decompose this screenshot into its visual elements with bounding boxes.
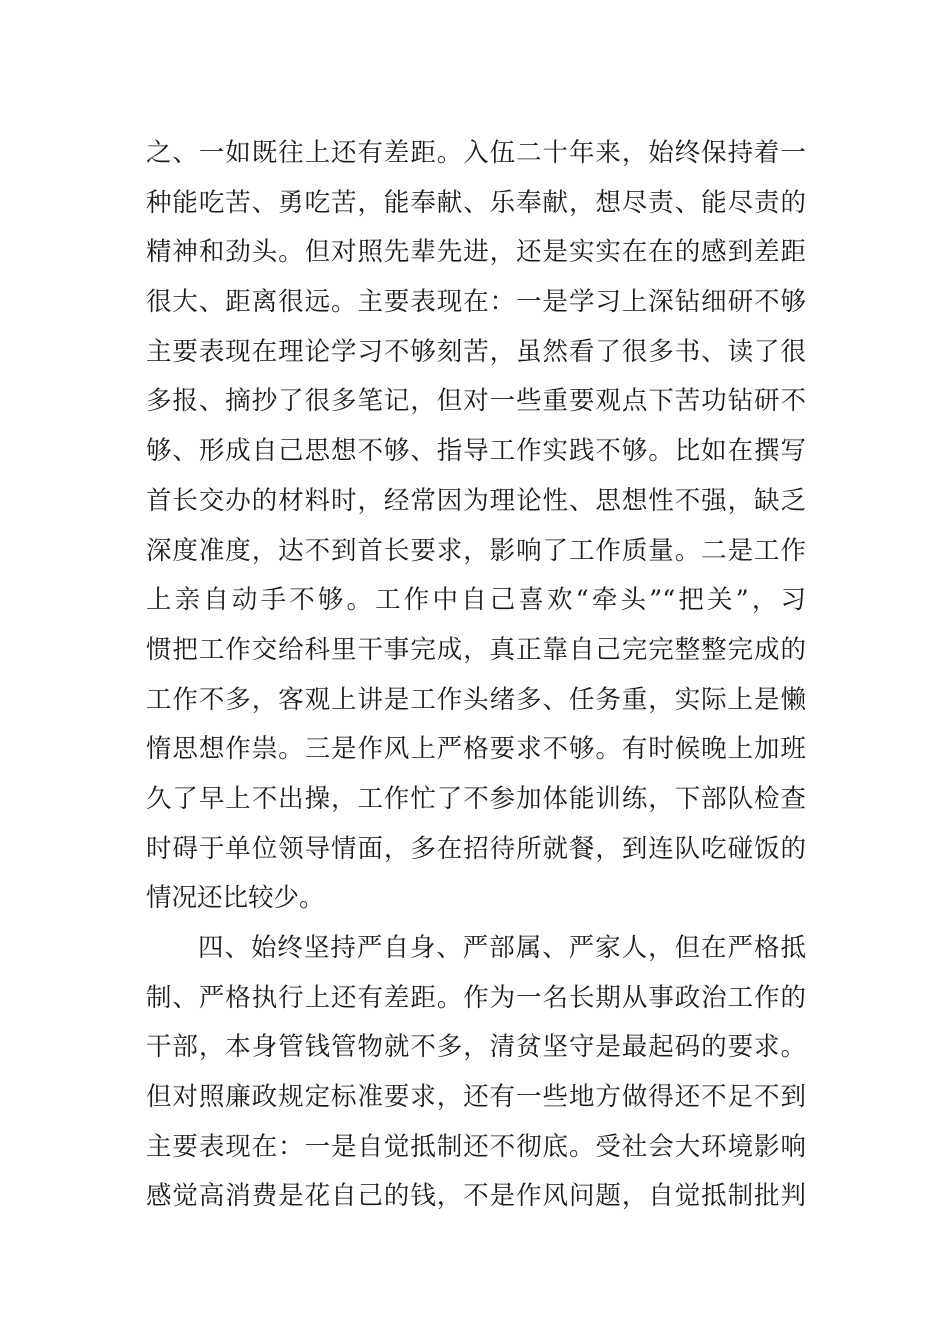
text-line: 干部，本身管钱管物就不多，清贫坚守是最起码的要求。 [146,1032,806,1063]
text-line: 深度准度，达不到首长要求，影响了工作质量。二是工作 [146,535,806,566]
text-line: 很大、距离很远。主要表现在：一是学习上深钻细研不够 [146,287,806,318]
text-line: 够、形成自己思想不够、指导工作实践不够。比如在撰写 [146,436,806,467]
text-line: 之、一如既往上还有差距。入伍二十年来，始终保持着一 [146,138,806,168]
text-line: 多报、摘抄了很多笔记，但对一些重要观点下苦功钻研不 [146,386,806,417]
text-line: 种能吃苦、勇吃苦，能奉献、乐奉献，想尽责、能尽责的 [146,187,806,218]
text-line: 制、严格执行上还有差距。作为一名长期从事政治工作的 [146,982,806,1013]
text-line: 但对照廉政规定标准要求，还有一些地方做得还不足不到 [146,1082,806,1113]
text-line: 上亲自动手不够。工作中自己喜欢“牵头”“把关”，习 [146,585,806,616]
text-line: 精神和劲头。但对照先辈先进，还是实实在在的感到差距 [146,237,806,268]
text-line: 久了早上不出操，工作忙了不参加体能训练，下部队检查 [146,783,806,814]
text-line: 四、始终坚持严自身、严部属、严家人，但在严格抵 [198,933,806,963]
text-line: 主要表现在：一是自觉抵制还不彻底。受社会大环境影响 [146,1131,806,1162]
text-line: 首长交办的材料时，经常因为理论性、思想性不强，缺乏 [146,485,806,516]
text-line: 时碍于单位领导情面，多在招待所就餐，到连队吃碰饭的 [146,833,806,864]
text-line: 惰思想作祟。三是作风上严格要求不够。有时候晚上加班 [146,734,806,765]
text-line: 主要表现在理论学习不够刻苦，虽然看了很多书、读了很 [146,336,806,367]
text-line: 感觉高消费是花自己的钱，不是作风问题，自觉抵制批判 [146,1181,806,1212]
text-line: 情况还比较少。 [146,883,325,914]
text-line: 惯把工作交给科里干事完成，真正靠自己完完整整完成的 [146,634,806,665]
body-text [146,129,806,1222]
text-line: 工作不多，客观上讲是工作头绪多、任务重，实际上是懒 [146,684,806,715]
